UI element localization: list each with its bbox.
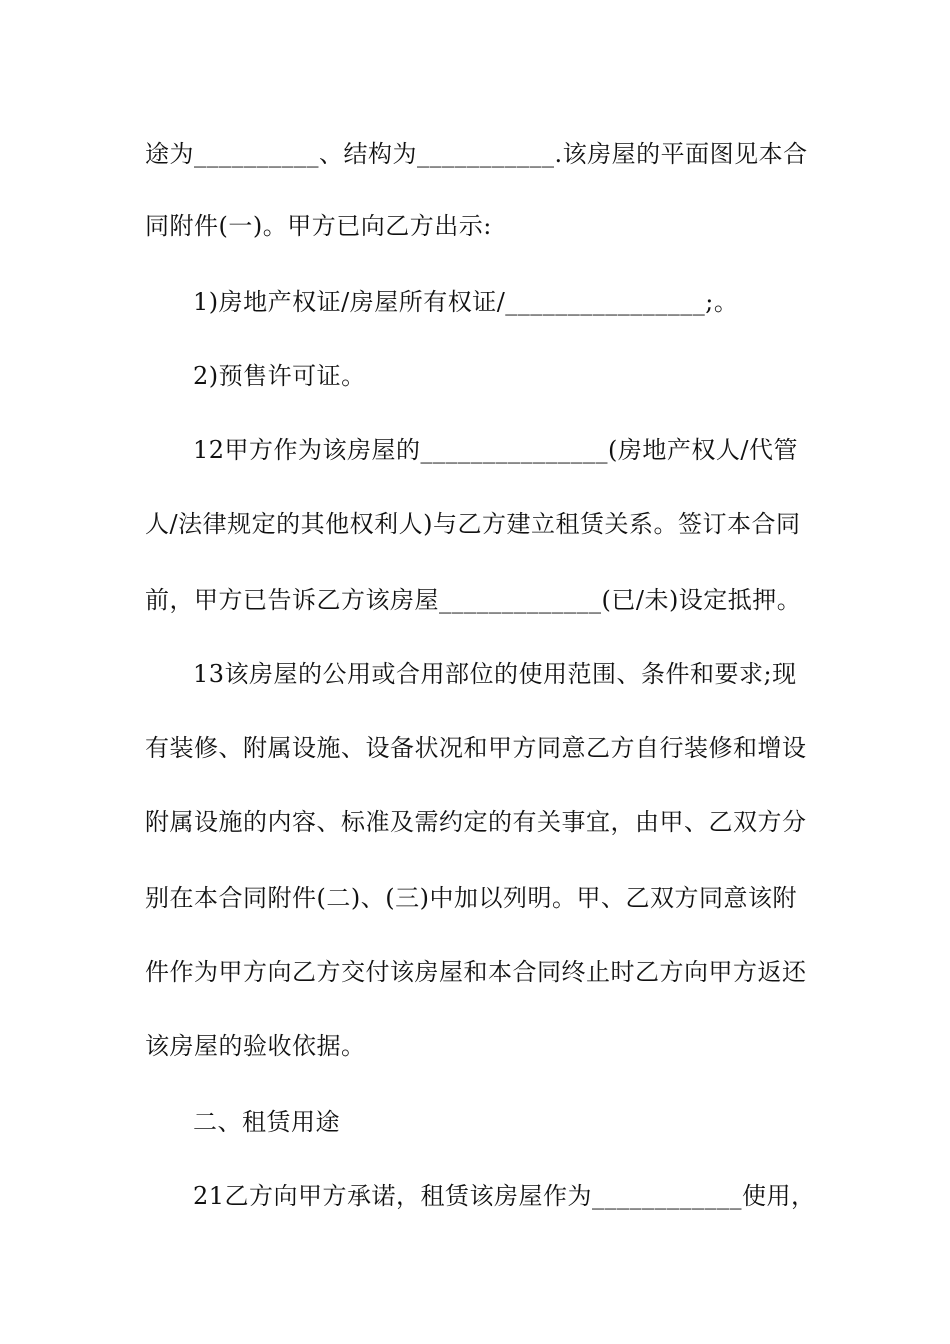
paragraph-line: 该房屋的验收依据。 xyxy=(145,1032,366,1060)
list-item-line: 1)房地产权证/房屋所有权证/________________;。 xyxy=(193,288,739,316)
clause-12-line: 12甲方作为该房屋的_______________(房地产权人/代管 xyxy=(193,436,798,464)
paragraph-line: 件作为甲方向乙方交付该房屋和本合同终止时乙方向甲方返还 xyxy=(145,958,807,986)
paragraph-line: 人/法律规定的其他权利人)与乙方建立租赁关系。签订本合同 xyxy=(145,510,801,538)
section-heading: 二、租赁用途 xyxy=(193,1108,340,1136)
clause-21-line: 21乙方向甲方承诺，租赁该房屋作为____________使用， xyxy=(193,1182,816,1210)
paragraph-line: 有装修、附属设施、设备状况和甲方同意乙方自行装修和增设 xyxy=(145,734,807,762)
list-item-line: 2)预售许可证。 xyxy=(193,362,366,390)
paragraph-line: 前，甲方已告诉乙方该房屋_____________(已/未)设定抵押。 xyxy=(145,586,802,614)
clause-13-line: 13该房屋的公用或合用部位的使用范围、条件和要求;现 xyxy=(193,660,797,688)
paragraph-line: 附属设施的内容、标准及需约定的有关事宜，由甲、乙双方分 xyxy=(145,808,807,836)
paragraph-line: 别在本合同附件(二)、(三)中加以列明。甲、乙双方同意该附 xyxy=(145,884,797,912)
paragraph-line: 途为__________、结构为___________.该房屋的平面图见本合 xyxy=(145,140,808,168)
paragraph-line: 同附件(一)。甲方已向乙方出示: xyxy=(145,212,492,240)
